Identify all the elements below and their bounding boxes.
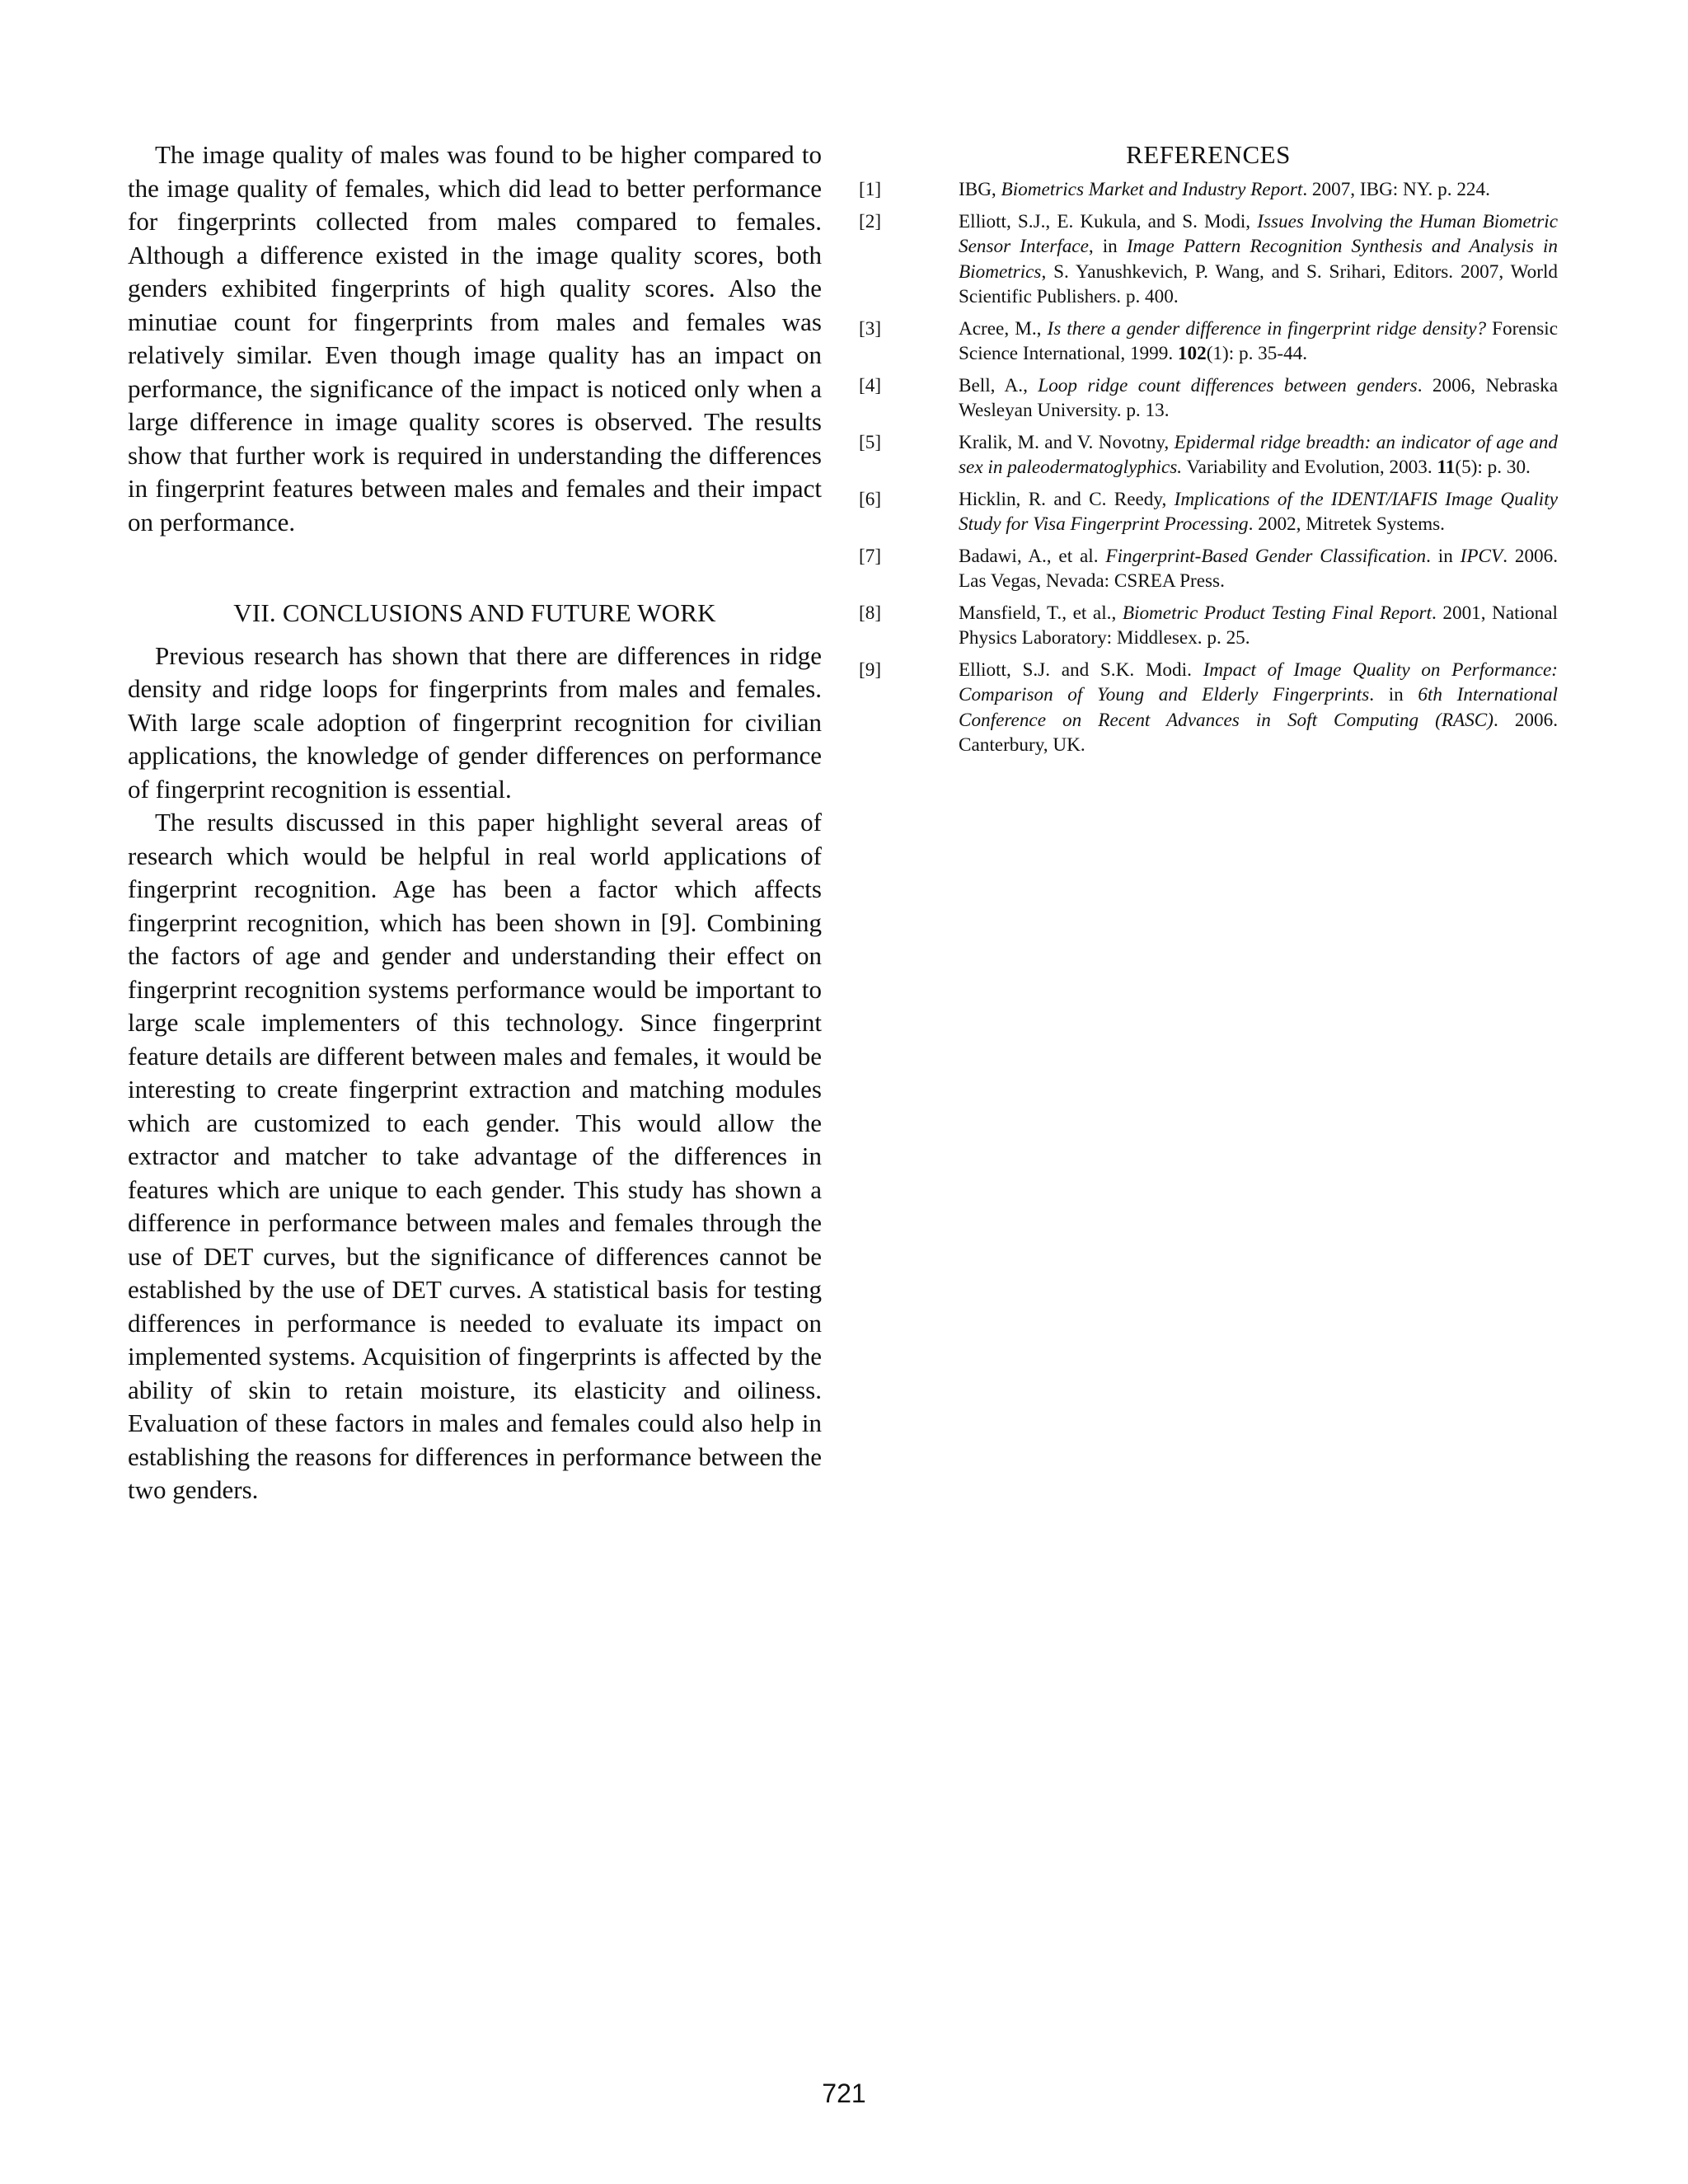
reference-item [859,316,1558,367]
reference-source: 6th International Conference on Recent Advances in Soft Computing (RASC) [959,684,1559,731]
reference-number: [7] [859,545,882,567]
reference-text: Forensic Science International, 1999. [959,317,1558,364]
section-heading: VII. CONCLUSIONS AND FUTURE WORK [233,598,716,627]
body-paragraph: The image quality of males was found to be higher compared to the image quality of females, which did lead to better performance for fingerprints collected from males compared to females. Although a difference existed in the image quality scores, both genders exhibited fingerprints of high quality scores. Also the minutiae count for fingerprints from males and females was relatively similar. Even though image quality has an impact on performance, the significance of the impact is noticed only when a large difference in image quality scores is observed. The results show that further work is required in understanding the differences in fingerprint features between males and females and their impact on performance. [128,140,822,537]
reference-title: Biometrics Market and Industry Report [1001,179,1303,200]
reference-title: Epidermal ridge breadth: an indicator of age and sex in paleodermatoglyphics. [959,431,1558,478]
reference-text: Variability and Evolution, 2003. [1182,457,1437,478]
reference-item [859,544,1558,594]
reference-title: Implications of the IDENT/IAFIS Image Quality Study for Visa Fingerprint Processing [959,488,1558,535]
left-column [128,138,822,1507]
reference-text: . 2006, Nebraska Wesleyan University. p. 13. [959,374,1559,421]
reference-text: Mansfield, T., et al., [959,602,1123,624]
reference-title: Biometric Product Testing Final Report [1122,602,1432,624]
reference-text: IBG, [959,179,1001,200]
reference-number: [1] [859,179,882,200]
reference-text: . 2002, Mitretek Systems. [1248,513,1445,535]
body-paragraph: The results discussed in this paper highlight several areas of research which would be helpful in real world applications of fingerprint recognition. Age has been a factor which affects fingerprint recognition, which has been shown in [9]. Combining the factors of age and gender and understanding their effect on fingerprint recognition systems performance would be important to large scale implementers of this technology. Since fingerprint feature details are different between males and females, it would be interesting to create fingerprint extraction and matching modules which are customized to each gender. This would allow the extractor and matcher to take advantage of the differences in features which are unique to each gender. This study has shown a difference in performance between males and females through the use of DET curves, but the significance of differences cannot be established by the use of DET curves. A statistical basis for testing differences in performance is needed to evaluate its impact on implemented systems. Acquisition of fingerprints is affected by the ability of skin to retain moisture, its elasticity and oiliness. Evaluation of these factors in males and females could also help in establishing the reasons for differences in performance between the two genders. [128,808,822,1504]
reference-item [859,487,1558,537]
reference-title: Issues Involving the Human Biometric Sensor Interface [959,210,1559,257]
reference-volume: 11 [1437,457,1456,478]
reference-text: Hicklin, R. and C. Reedy, [959,488,1175,510]
reference-item [859,601,1558,651]
reference-text: Bell, A., [959,374,1039,396]
reference-title: Loop ridge count differences between genders [1038,374,1418,396]
reference-text: Badawi, A., et al. [959,545,1106,567]
reference-number: [3] [859,317,882,340]
reference-text: . 2007, IBG: NY. p. 224. [1302,179,1490,200]
reference-text: Elliott, S.J., E. Kukula, and S. Modi, [959,210,1258,232]
reference-item [859,209,1558,310]
reference-text: . 2006. Canterbury, UK. [959,709,1558,756]
reference-text: . in [1426,545,1461,567]
reference-text: , in [1088,236,1127,257]
reference-text: (1): p. 35-44. [1206,343,1308,364]
reference-source: IPCV [1460,545,1503,567]
reference-number: [5] [859,431,882,453]
reference-text: . in [1369,684,1418,705]
reference-number: [8] [859,602,882,624]
reference-item [859,658,1558,758]
reference-text: Acree, M., [959,317,1048,340]
reference-item [859,177,1558,203]
reference-number: [2] [859,210,882,232]
reference-title: Is there a gender difference in fingerprint ridge density? [1047,317,1487,340]
reference-text: Kralik, M. and V. Novotny, [959,431,1175,453]
reference-source: Image Pattern Recognition Synthesis and Analysis in Biometrics [959,236,1558,283]
reference-number: [4] [859,374,882,396]
reference-number: [9] [859,658,882,681]
reference-text: . 2001, National Physics Laboratory: Middlesex. p. 25. [959,602,1558,649]
reference-volume: 102 [1177,343,1207,364]
references-column [859,138,1558,765]
reference-title: Fingerprint-Based Gender Classification [1105,545,1427,567]
reference-text: , S. Yanushkevich, P. Wang, and S. Srihari, Editors. 2007, World Scientific Publishers. p. 400. [959,260,1558,307]
body-paragraph: Previous research has shown that there are differences in ridge density and ridge loops for fingerprints from males and females. With large scale adoption of fingerprint recognition for civilian applications, the knowledge of gender differences on performance of fingerprint recognition is essential. [128,640,822,804]
reference-item [859,373,1558,424]
reference-item [859,430,1558,480]
page-number: 721 [822,2079,866,2108]
reference-number: [6] [859,488,882,510]
reference-text: (5): p. 30. [1455,457,1531,478]
reference-text: Elliott, S.J. and S.K. Modi. [959,658,1203,681]
reference-text: . 2006. Las Vegas, Nevada: CSREA Press. [959,545,1559,592]
reference-title: Impact of Image Quality on Performance: Comparison of Young and Elderly Fingerprints [959,658,1558,705]
references-heading: REFERENCES [1126,140,1291,169]
